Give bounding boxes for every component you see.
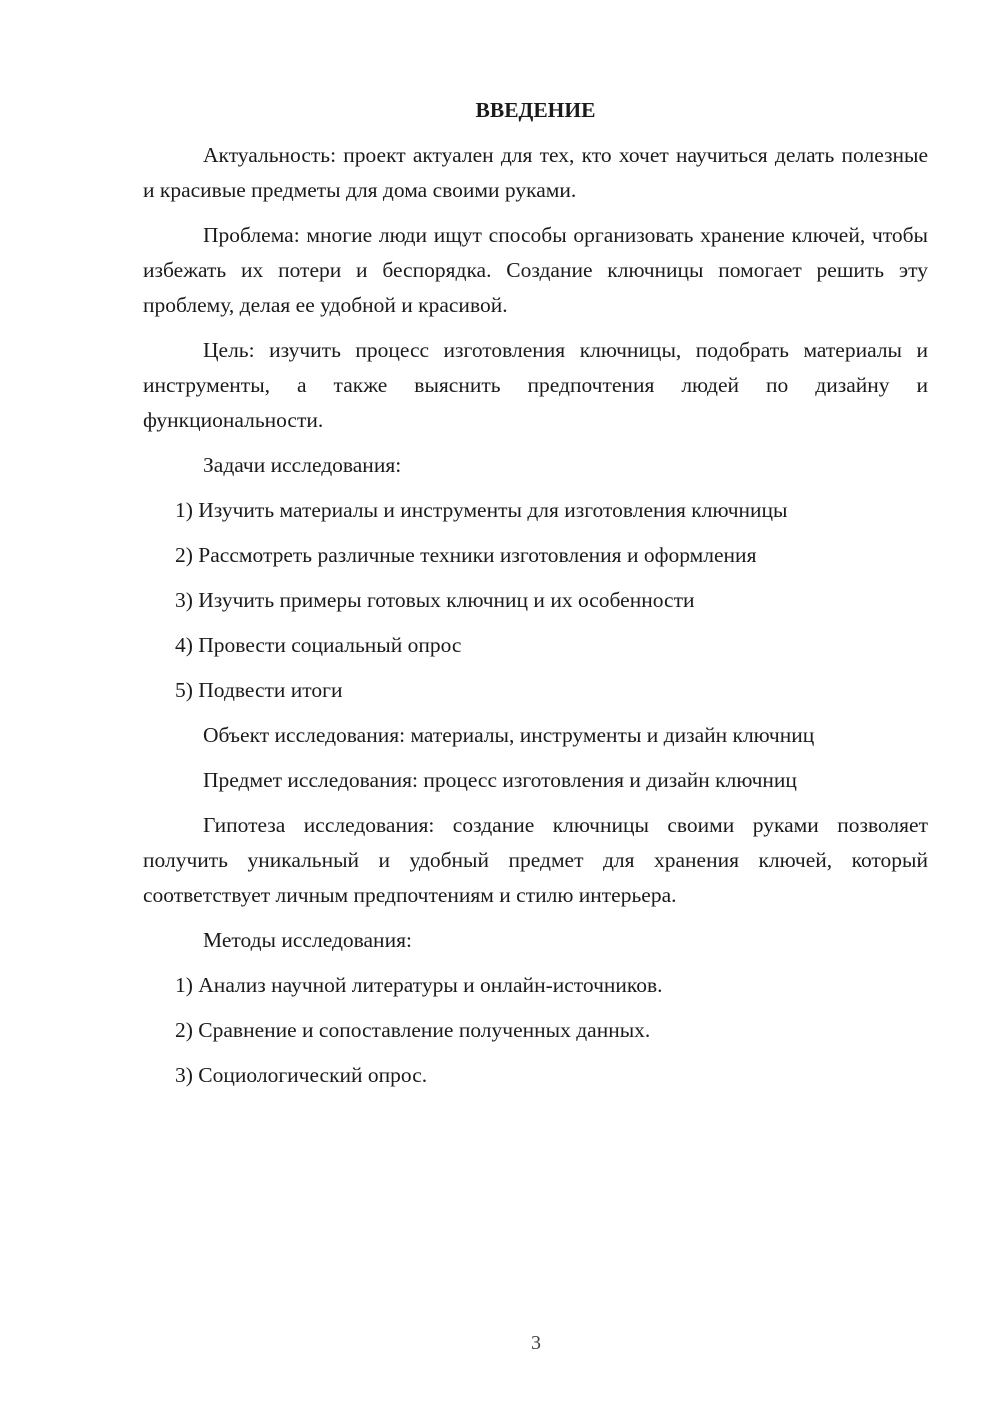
subject-paragraph: Предмет исследования: процесс изготовления и дизайн ключниц <box>203 768 797 792</box>
tasks-heading: Задачи исследования: <box>203 453 402 477</box>
list-item: 3) Социологический опрос. <box>175 1063 428 1087</box>
page-title: ВВЕДЕНИЕ <box>475 98 596 122</box>
document-body <box>143 93 928 1103</box>
list-item: 3) Изучить примеры готовых ключниц и их особенности <box>175 588 695 612</box>
methods-heading: Методы исследования: <box>203 928 412 952</box>
list-item: 1) Изучить материалы и инструменты для изготовления ключницы <box>175 498 788 522</box>
list-item: 1) Анализ научной литературы и онлайн-источников. <box>175 973 663 997</box>
problem-paragraph: Проблема: многие люди ищут способы организовать хранение ключей, чтобы избежать их потери и беспорядка. Создание ключницы помогает решить эту проблему, делая ее удобной и красивой. <box>143 223 928 317</box>
list-item: 4) Провести социальный опрос <box>175 633 462 657</box>
relevance-paragraph: Актуальность: проект актуален для тех, кто хочет научиться делать полезные и красивые предметы для дома своими руками. <box>143 143 928 202</box>
object-paragraph: Объект исследования: материалы, инструменты и дизайн ключниц <box>203 723 815 747</box>
tasks-list <box>143 493 928 708</box>
page-number: 3 <box>531 1332 541 1354</box>
goal-paragraph: Цель: изучить процесс изготовления ключницы, подобрать материалы и инструменты, а также выяснить предпочтения людей по дизайну и функциональности. <box>143 338 928 432</box>
methods-list <box>143 968 928 1093</box>
hypothesis-paragraph: Гипотеза исследования: создание ключницы своими руками позволяет получить уникальный и удобный предмет для хранения ключей, который соответствует личным предпочтениям и стилю интерьера. <box>143 813 928 907</box>
list-item: 2) Рассмотреть различные техники изготовления и оформления <box>175 543 757 567</box>
list-item: 5) Подвести итоги <box>175 678 343 702</box>
list-item: 2) Сравнение и сопоставление полученных данных. <box>175 1018 651 1042</box>
